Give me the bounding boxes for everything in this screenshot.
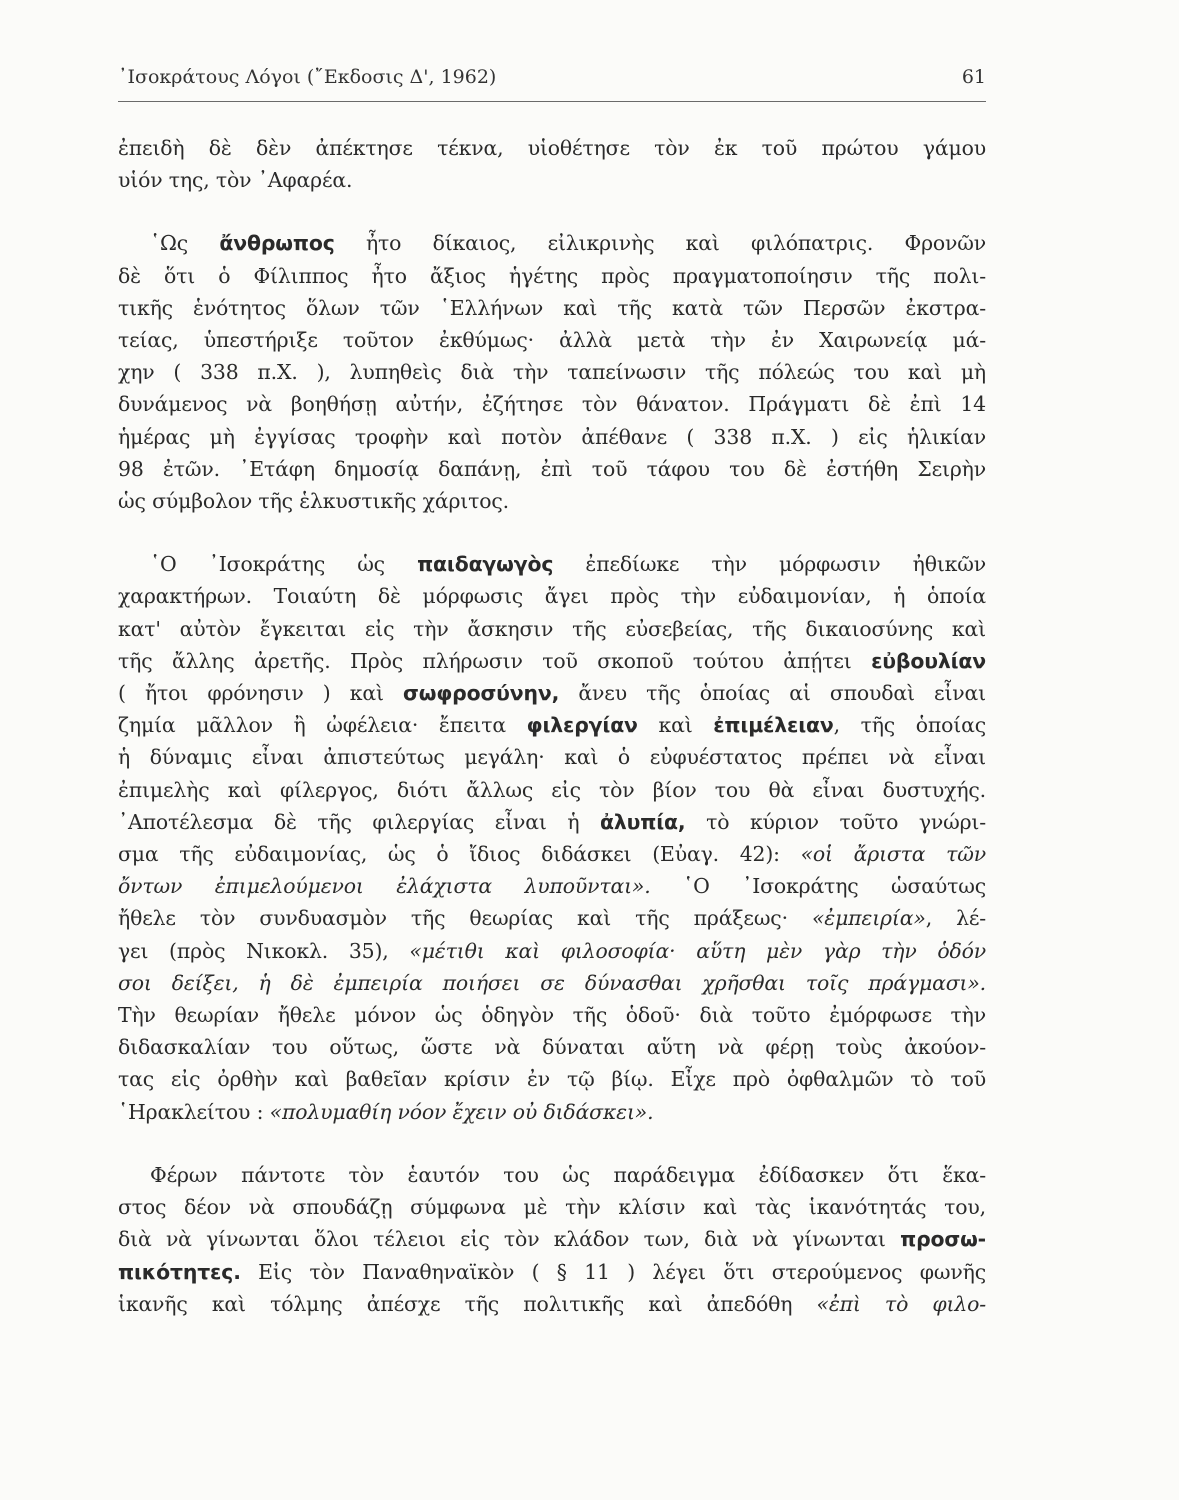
italic-quote: ὄντων ἐπιμελούμενοι ἐλάχιστα λυποῦνται». — [118, 874, 651, 899]
header-rule — [118, 101, 986, 102]
text-line — [118, 677, 986, 709]
text-line — [118, 227, 986, 259]
text-line — [118, 324, 986, 356]
text-run: τῆς ἄλλης ἀρετῆς. Πρὸς πλήρωσιν τοῦ σκοποῦ τούτου ἀπῄτει — [118, 648, 872, 673]
text-run: στος δέον νὰ σπουδάζῃ σύμφωνα μὲ τὴν κλίσιν καὶ τὰς ἱκανότητάς του, — [118, 1195, 986, 1220]
italic-quote: «ἐπὶ τὸ φιλο- — [816, 1291, 986, 1316]
text-line — [118, 356, 986, 388]
text-line — [118, 132, 986, 164]
text-line — [118, 806, 986, 838]
italic-quote: «πολυμαθίη νόον ἔχειν οὐ διδάσκει». — [269, 1099, 654, 1124]
text-run: ἄνευ τῆς ὁποίας αἱ σπουδαὶ εἶναι — [559, 681, 986, 706]
text-line — [118, 580, 986, 612]
text-run: διὰ νὰ γίνωνται ὅλοι τέλειοι εἰς τὸν κλάδον των, διὰ νὰ γίνωνται — [118, 1227, 901, 1252]
text-run: ( ἤτοι φρόνησιν ) καὶ — [118, 681, 404, 706]
bold-term: ἐπιμέλειαν — [713, 713, 834, 738]
text-run: ἡ δύναμις εἶναι ἀπιστεύτως μεγάλη· καὶ ὁ εὐφυέστατος πρέπει νὰ εἶναι — [118, 745, 986, 770]
text-run: ἡμέρας μὴ ἐγγίσας τροφὴν καὶ ποτὸν ἀπέθανε ( 338 π.Χ. ) εἰς ἡλικίαν — [118, 424, 986, 449]
text-line — [118, 388, 986, 420]
text-line — [118, 292, 986, 324]
text-line — [118, 902, 986, 934]
text-line — [118, 838, 986, 870]
text-run: Τὴν θεωρίαν ἤθελε μόνον ὡς ὁδηγὸν τῆς ὁδοῦ· διὰ τοῦτο ἐμόρφωσε τὴν — [118, 1003, 986, 1028]
text-line — [118, 774, 986, 806]
text-run: τὸ κύριον τοῦτο γνώρι- — [685, 809, 986, 834]
text-run: διδασκαλίαν του οὕτως, ὥστε νὰ δύναται αὕτη νὰ φέρῃ τοὺς ἀκούον- — [118, 1035, 986, 1060]
text-run: τείας, ὑπεστήριξε τοῦτον ἐκθύμως· ἀλλὰ μετὰ τὴν ἐν Χαιρωνείᾳ μά- — [118, 328, 986, 353]
text-line — [118, 453, 986, 485]
text-line — [118, 1223, 986, 1255]
text-run: ἐπιμελὴς καὶ φίλεργος, διότι ἄλλως εἰς τὸν βίον του θὰ εἶναι δυστυχής. — [118, 777, 986, 802]
text-run: ῾Ηρακλείτου : — [118, 1099, 270, 1124]
text-run: τικῆς ἑνότητος ὅλων τῶν ῾Ελλήνων καὶ τῆς κατὰ τῶν Περσῶν ἐκστρα- — [118, 295, 986, 320]
italic-quote: «ἐμπειρία» — [811, 906, 926, 931]
text-line — [118, 1096, 986, 1128]
paragraph — [118, 132, 986, 196]
text-line — [118, 1191, 986, 1223]
text-run: , λέ- — [925, 906, 986, 931]
text-line — [118, 548, 986, 580]
text-line — [118, 935, 986, 967]
bold-term: πικότητες. — [118, 1259, 241, 1284]
bold-term: εὐβουλίαν — [871, 648, 986, 673]
text-run: ῾Ο ᾿Ισοκράτης ὡσαύτως — [650, 874, 986, 899]
italic-quote: «οἱ ἄριστα τῶν — [800, 842, 987, 867]
page-number: 61 — [961, 66, 986, 88]
text-line — [118, 1063, 986, 1095]
bold-term: ἀλυπία, — [600, 809, 686, 834]
text-run: ἤθελε τὸν συνδυασμὸν τῆς θεωρίας καὶ τῆς πράξεως· — [118, 906, 812, 931]
text-run: 98 ἐτῶν. ᾿Ετάφη δημοσίᾳ δαπάνῃ, ἐπὶ τοῦ τάφου του δὲ ἐστήθη Σειρὴν — [118, 456, 986, 481]
bold-term: φιλεργίαν — [526, 713, 638, 738]
paragraph — [118, 1159, 986, 1320]
text-run: κατ' αὐτὸν ἔγκειται εἰς τὴν ἄσκησιν τῆς εὐσεβείας, τῆς δικαιοσύνης καὶ — [118, 616, 986, 641]
text-line — [118, 645, 986, 677]
bold-term: ἄνθρωπος — [219, 231, 335, 256]
text-run: δυνάμενος νὰ βοηθήσῃ αὐτήν, ἐζήτησε τὸν θάνατον. Πράγματι δὲ ἐπὶ 14 — [118, 392, 986, 417]
text-run: ῾Ο ᾿Ισοκράτης ὡς — [150, 552, 418, 577]
bold-term: προσω- — [900, 1227, 986, 1252]
text-run: χαρακτήρων. Τοιαύτη δὲ μόρφωσις ἄγει πρὸς τὴν εὐδαιμονίαν, ἡ ὁποία — [118, 584, 986, 609]
text-run: ὡς σύμβολον τῆς ἑλκυστικῆς χάριτος. — [118, 489, 510, 514]
bold-term: παιδαγωγὸς — [417, 552, 554, 577]
text-line — [118, 485, 986, 517]
text-line — [118, 1288, 986, 1320]
text-run: τας εἰς ὀρθὴν καὶ βαθεῖαν κρίσιν ἐν τῷ βίῳ. Εἶχε πρὸ ὀφθαλμῶν τὸ τοῦ — [118, 1067, 986, 1092]
text-line — [118, 709, 986, 741]
text-run: , τῆς ὁποίας — [833, 713, 986, 738]
text-run: γει (πρὸς Νικοκλ. 35), — [118, 938, 410, 963]
text-run: Φέρων πάντοτε τὸν ἑαυτόν του ὡς παράδειγμα ἐδίδασκεν ὅτι ἕκα- — [150, 1162, 986, 1187]
text-run: ἐπειδὴ δὲ δὲν ἀπέκτησε τέκνα, υἱοθέτησε τὸν ἐκ τοῦ πρώτου γάμου — [118, 136, 986, 160]
text-run: Εἰς τὸν Παναθηναϊκὸν ( § 11 ) λέγει ὅτι στερούμενος φωνῆς — [240, 1259, 986, 1284]
body-text — [118, 132, 986, 1351]
text-run: υἱόν της, τὸν ᾿Αφαρέα. — [118, 168, 353, 193]
text-line — [118, 1031, 986, 1063]
text-run: ᾿Αποτέλεσμα δὲ τῆς φιλεργίας εἶναι ἡ — [118, 809, 601, 834]
text-run: ἦτο δίκαιος, εἰλικρινὴς καὶ φιλόπατρις. Φρονῶν — [334, 231, 987, 256]
running-header — [118, 66, 986, 88]
text-line — [118, 741, 986, 773]
text-line — [118, 421, 986, 453]
text-line — [118, 613, 986, 645]
text-run: σμα τῆς εὐδαιμονίας, ὡς ὁ ἴδιος διδάσκει (Εὐαγ. 42): — [118, 842, 801, 867]
italic-quote: «μέτιθι καὶ φιλοσοφία· αὕτη μὲν γὰρ τὴν ὁδόν — [409, 938, 986, 963]
text-run: δὲ ὅτι ὁ Φίλιππος ἦτο ἄξιος ἡγέτης πρὸς πραγματοποίησιν τῆς πολι- — [118, 263, 986, 288]
text-run: ῾Ως — [150, 231, 220, 256]
text-run: ἱκανῆς καὶ τόλμης ἀπέσχε τῆς πολιτικῆς καὶ ἀπεδόθη — [118, 1291, 817, 1316]
text-line — [118, 999, 986, 1031]
text-run: ζημία μᾶλλον ἢ ὠφέλεια· ἔπειτα — [118, 713, 527, 738]
italic-quote: σοι δείξει, ἡ δὲ ἐμπειρία ποιήσει σε δύνασθαι χρῆσθαι τοῖς πράγμασι». — [118, 970, 986, 995]
text-run: καὶ — [637, 713, 714, 738]
text-line — [118, 260, 986, 292]
running-title: ᾿Ισοκράτους Λόγοι (῎Εκδοσις Δ', 1962) — [118, 66, 497, 88]
text-line — [118, 164, 986, 196]
text-line — [118, 1256, 986, 1288]
text-run: ἐπεδίωκε τὴν μόρφωσιν ἠθικῶν — [553, 552, 986, 577]
text-line — [118, 870, 986, 902]
text-line — [118, 967, 986, 999]
text-run: χην ( 338 π.Χ. ), λυπηθεὶς διὰ τὴν ταπείνωσιν τῆς πόλεώς του καὶ μὴ — [118, 360, 986, 385]
paragraph — [118, 227, 986, 517]
bold-term: σωφροσύνην, — [403, 681, 560, 706]
text-line — [118, 1159, 986, 1191]
paragraph — [118, 548, 986, 1128]
